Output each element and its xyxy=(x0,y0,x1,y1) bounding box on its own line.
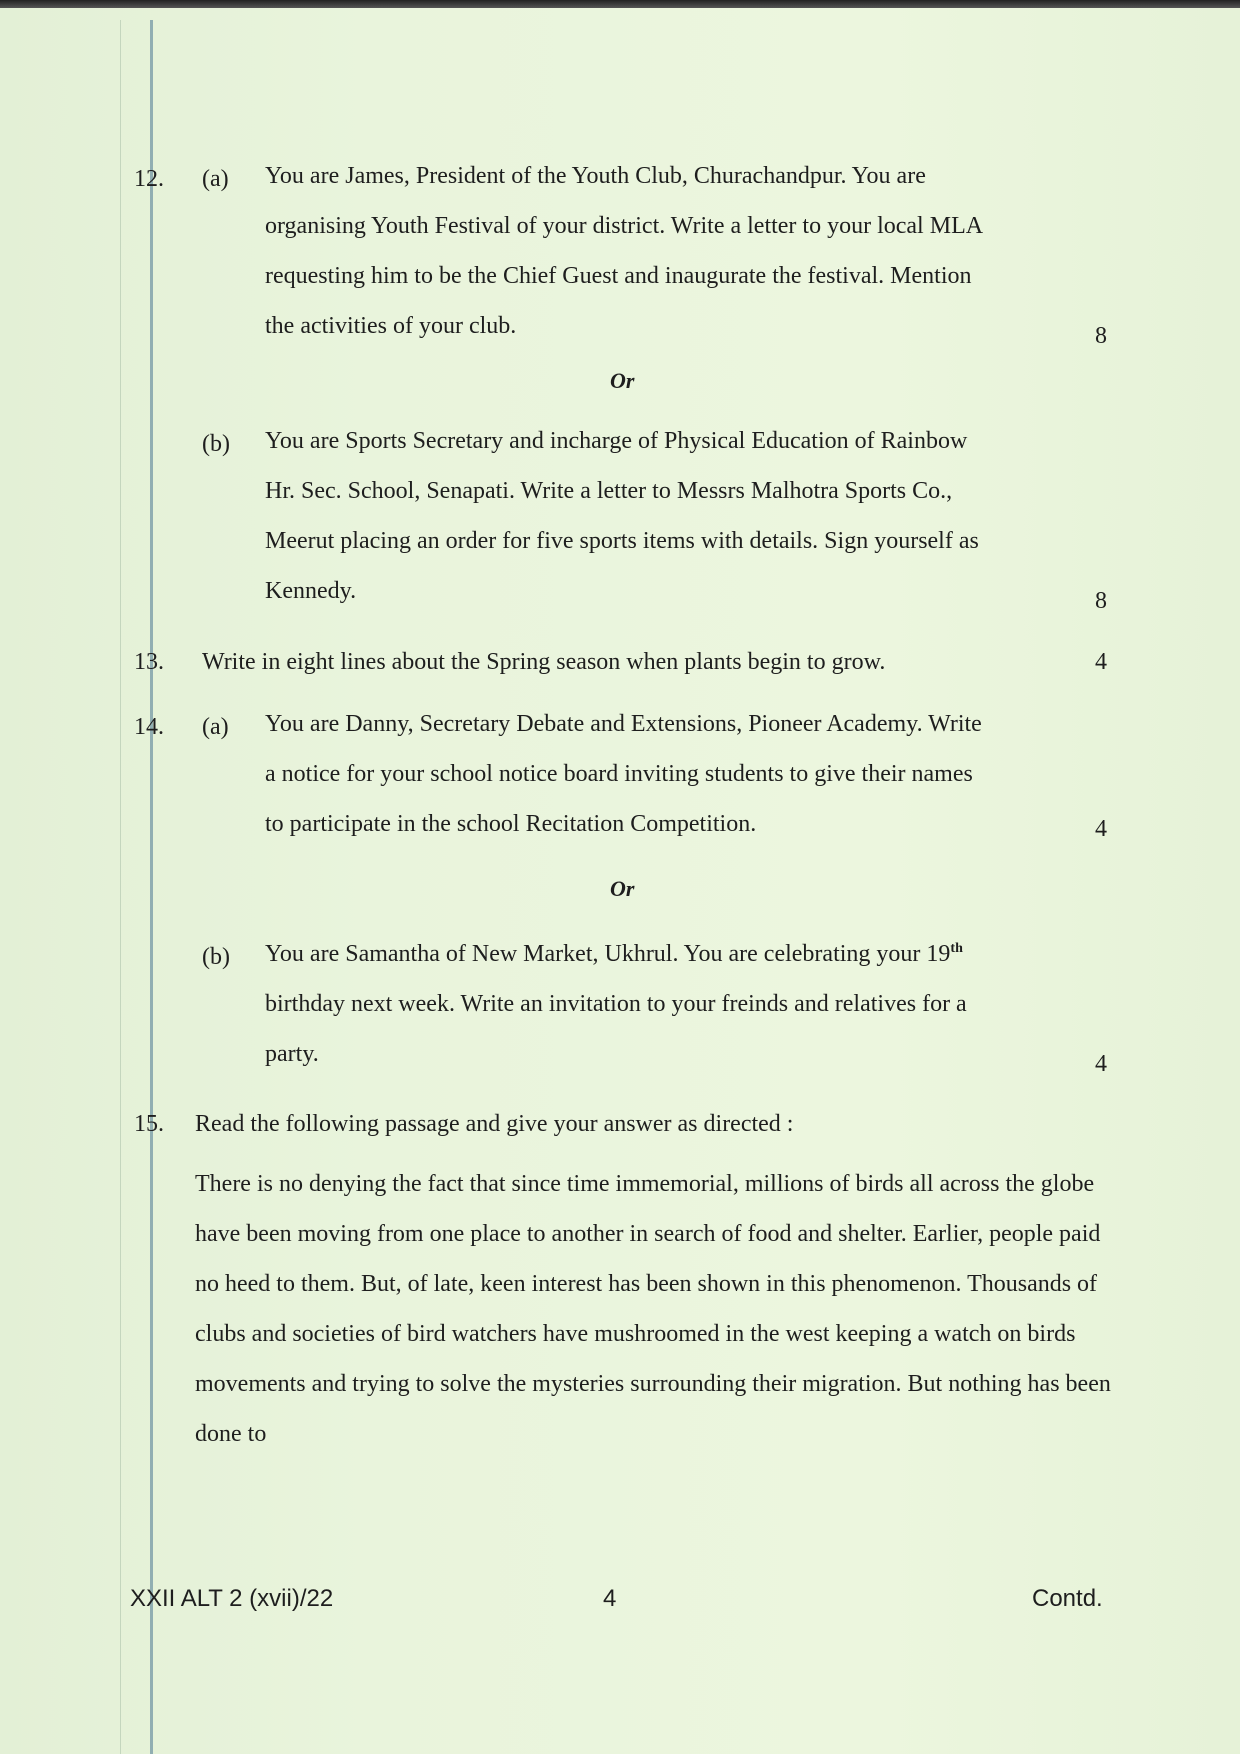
question-12a-label: (a) xyxy=(202,166,229,192)
question-14-number: 14. xyxy=(134,714,164,740)
question-12a-text: You are James, President of the Youth Club, Churachandpur. You are organising Youth Festival of your district. Write a letter to your local MLA requesting him to be the Chief Guest and inaugurate the festival. Mention the activities of your club. xyxy=(265,163,982,339)
margin-rule-faint xyxy=(120,20,121,1754)
question-14b-label: (b) xyxy=(202,944,230,970)
margin-rule xyxy=(150,20,153,1754)
question-14b-superscript: th xyxy=(950,941,963,956)
footer-contd: Contd. xyxy=(1032,1585,1103,1612)
question-12b-text: You are Sports Secretary and incharge of Physical Education of Rainbow Hr. Sec. School, Senapati. Write a letter to Messrs Malhotra Sports Co., Meerut placing an order for five sports items with details. Sign yourself as Kennedy. xyxy=(265,428,979,604)
footer-paper-code: XXII ALT 2 (xvii)/22 xyxy=(130,1585,334,1612)
question-14a-label: (a) xyxy=(202,714,229,740)
question-15-number: 15. xyxy=(134,1111,164,1137)
question-13-text: Write in eight lines about the Spring season when plants begin to grow. xyxy=(202,649,886,675)
question-14b-text xyxy=(265,929,985,1079)
question-12-number: 12. xyxy=(134,166,164,192)
question-15-passage: There is no denying the fact that since time immemorial, millions of birds all across the globe have been moving from one place to another in search of food and shelter. Earlier, people paid no heed to them. But, of late, keen interest has been shown in this phenomenon. Thousands of clubs and societies of bird watchers have mushroomed in the west keeping a watch on birds movements and trying to solve the mysteries surrounding their migration. But nothing has been done to xyxy=(195,1171,1111,1447)
question-13-number: 13. xyxy=(134,649,164,675)
question-14b-text-part1: You are Samantha of New Market, Ukhrul. You are celebrating your 19 xyxy=(265,941,951,967)
page-top-edge xyxy=(0,0,1240,8)
question-14b-text-part2: birthday next week. Write an invitation to your freinds and relatives for a party. xyxy=(265,991,967,1067)
question-12a-marks: 8 xyxy=(1095,323,1107,349)
footer-page-number: 4 xyxy=(603,1585,617,1612)
question-15-instruction: Read the following passage and give your answer as directed : xyxy=(195,1111,794,1137)
question-14-or: Or xyxy=(610,876,635,901)
question-14a-marks: 4 xyxy=(1095,816,1107,842)
question-13-marks: 4 xyxy=(1095,649,1107,675)
question-14a-text: You are Danny, Secretary Debate and Extensions, Pioneer Academy. Write a notice for your school notice board inviting students to give their names to participate in the school Recitation Competition. xyxy=(265,711,982,837)
question-14b-marks: 4 xyxy=(1095,1051,1107,1077)
question-12-or: Or xyxy=(610,368,635,393)
question-12b-marks: 8 xyxy=(1095,588,1107,614)
question-12b-label: (b) xyxy=(202,431,230,457)
